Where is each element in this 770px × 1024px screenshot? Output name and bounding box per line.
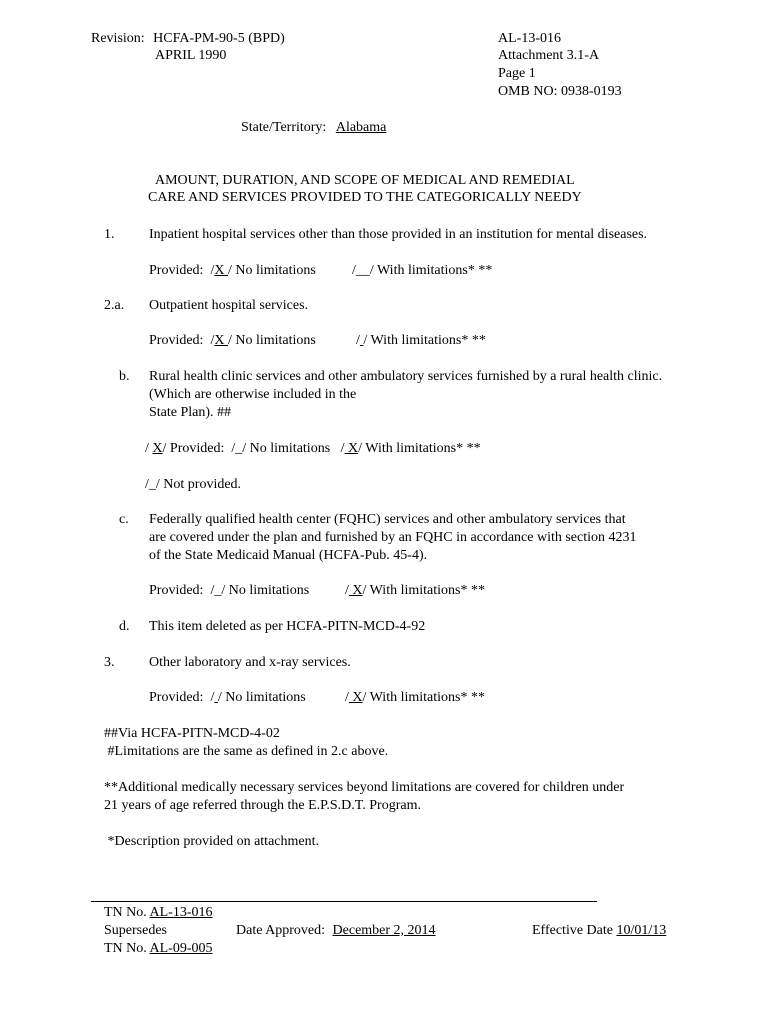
with-limitations-label: / With limitations* **	[362, 583, 485, 598]
item-3-provided	[149, 689, 306, 707]
revision-value: HCFA-PM-90-5 (BPD)	[153, 31, 285, 46]
no-limitations-mark: _	[235, 441, 243, 456]
item-2d-number: d.	[119, 619, 130, 634]
item-2b-not-provided: /_/ Not provided.	[145, 477, 242, 492]
with-mark: X	[348, 690, 363, 705]
item-2b-text: Rural health clinic services and other ambulatory services furnished by a rural health clinic. (Which are otherwise included in the State Plan). ##	[149, 369, 663, 420]
item-2c-number: c.	[119, 512, 129, 527]
with-open: /	[352, 263, 356, 278]
provided-label: Provided: /	[149, 333, 215, 348]
tn-label: TN No.	[104, 905, 147, 920]
revision-date: APRIL 1990	[155, 48, 227, 63]
item-1-number: 1.	[104, 227, 115, 242]
item-2a-text: Outpatient hospital services.	[149, 298, 309, 313]
item-2c-provided: Provided: /_/ No limitations	[149, 583, 310, 598]
with-mark: X	[344, 441, 359, 456]
no-limitations-label: / No limitations	[217, 690, 306, 705]
item-2a-number: 2.a.	[104, 298, 125, 313]
approved-value: December 2, 2014	[332, 923, 436, 938]
note-description: *Description provided on attachment.	[104, 834, 319, 849]
item-2b-number: b.	[119, 369, 130, 384]
page-title-line2: CARE AND SERVICES PROVIDED TO THE CATEGORICALLY NEEDY	[148, 190, 582, 205]
item-3-number: 3.	[104, 655, 115, 670]
page-title-line1: AMOUNT, DURATION, AND SCOPE OF MEDICAL AND REMEDIAL	[155, 173, 575, 188]
no-limitations-label: / No limitations	[227, 333, 316, 348]
provided-label: Provided: /	[149, 263, 215, 278]
page-number: Page 1	[498, 66, 536, 81]
footer-effective-date	[532, 922, 666, 940]
provided-mark: X	[152, 441, 163, 456]
with-open: /	[345, 583, 349, 598]
state-value: Alabama	[335, 120, 387, 135]
footer-tn-line	[104, 904, 213, 922]
item-1-text: Inpatient hospital services other than those provided in an institution for mental diseases.	[149, 227, 648, 242]
with-limitations-label: / With limitations* **	[362, 690, 485, 705]
with-mark: __	[355, 263, 370, 278]
attachment-label: Attachment 3.1-A	[498, 48, 600, 63]
provided-label: Provided: /	[149, 690, 215, 705]
item-2c-text: Federally qualified health center (FQHC) services and other ambulatory services that are covered under the plan and furnished by an FQHC in accordance with section 4231 of the State Medicaid Manual (HCFA-Pub. 45-4).	[149, 512, 637, 563]
with-limitations-label: / With limitations* **	[369, 263, 493, 278]
state-line	[241, 119, 386, 137]
footer-date-approved	[236, 922, 436, 940]
with-limitations-label: / With limitations* **	[358, 441, 481, 456]
item-2c-with-limitations	[345, 582, 485, 600]
footer-supersedes: Supersedes	[104, 923, 167, 938]
with-limitations-label: / With limitations* **	[363, 333, 486, 348]
effective-value: 10/01/13	[616, 923, 667, 938]
note-limitations: #Limitations are the same as defined in 2.c above.	[104, 744, 389, 759]
provided-mark: X	[214, 333, 228, 348]
with-open: /	[356, 333, 360, 348]
tn2-value: AL-09-005	[149, 941, 213, 956]
doc-id: AL-13-016	[498, 31, 561, 46]
omb-number: OMB NO: 0938-0193	[498, 84, 622, 99]
item-1-provided	[149, 262, 316, 280]
footer-tn2-line	[104, 940, 213, 958]
note-via: ##Via HCFA-PITN-MCD-4-02	[104, 726, 280, 741]
footer-divider	[91, 901, 597, 902]
provided-mark: X	[214, 263, 228, 278]
item-2d-text: This item deleted as per HCFA-PITN-MCD-4-92	[149, 619, 426, 634]
revision-line	[91, 30, 285, 48]
no-limitations-label: / No limitations /	[242, 441, 345, 456]
with-open: /	[345, 690, 349, 705]
provided-label: / Provided: /	[162, 441, 236, 456]
item-1-with-limitations	[352, 262, 492, 280]
state-label: State/Territory:	[241, 120, 327, 135]
item-3-text: Other laboratory and x-ray services.	[149, 655, 351, 670]
effective-label: Effective Date	[532, 923, 613, 938]
item-2a-with-limitations	[356, 332, 486, 350]
item-2a-provided	[149, 332, 316, 350]
with-mark: X	[348, 583, 363, 598]
revision-label: Revision:	[91, 31, 145, 46]
note-additional: **Additional medically necessary services beyond limitations are covered for children under 21 years of age referred through the E.P.S.D.T. Program.	[104, 780, 625, 813]
item-2b-provided	[145, 440, 481, 458]
open-bracket: /	[145, 441, 153, 456]
item-3-with-limitations	[345, 689, 485, 707]
no-limitations-label: / No limitations	[227, 263, 316, 278]
approved-label: Date Approved:	[236, 923, 326, 938]
tn-value: AL-13-016	[149, 905, 213, 920]
tn2-label: TN No.	[104, 941, 147, 956]
